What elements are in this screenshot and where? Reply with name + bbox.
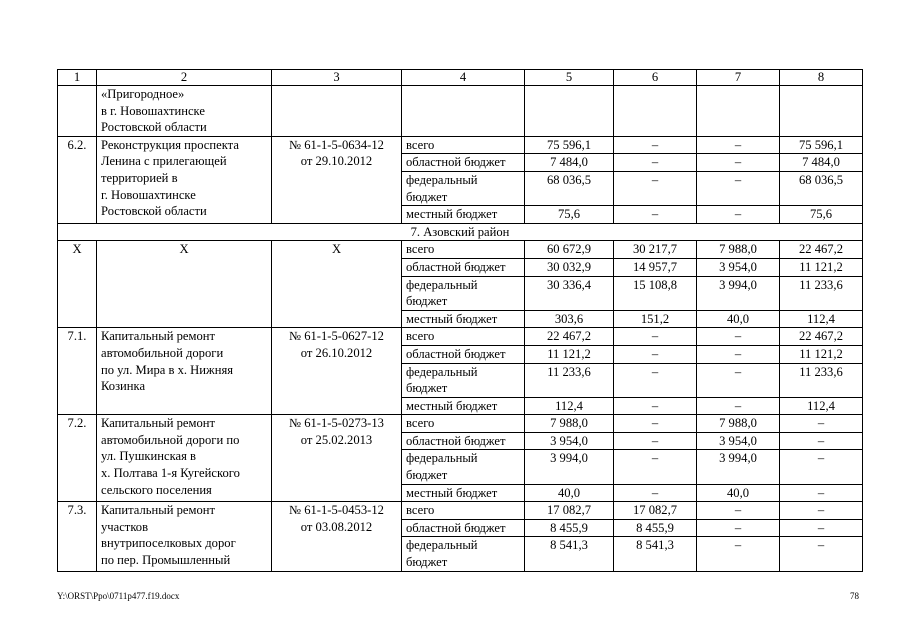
amount-v5: 68 036,5: [525, 171, 614, 205]
amount-v7: 40,0: [697, 310, 780, 328]
amount-v6: –: [614, 171, 697, 205]
amount-v7: –: [697, 328, 780, 346]
amount-v5: 30 032,9: [525, 258, 614, 276]
amount-v5: 30 336,4: [525, 276, 614, 310]
funding-source: всего: [402, 502, 525, 520]
amount-v6: –: [614, 328, 697, 346]
amount-v6: 30 217,7: [614, 241, 697, 259]
object-name-line: автомобильной дороги по: [101, 432, 240, 447]
object-name-line: Капитальный ремонт: [101, 503, 216, 518]
section-row: [58, 223, 863, 241]
amount-v8: 68 036,5: [780, 171, 863, 205]
header-cell: 7: [697, 70, 780, 86]
header-cell: 5: [525, 70, 614, 86]
object-name: [97, 86, 272, 137]
amount-v7: –: [697, 537, 780, 571]
object-name-line: Реконструкция проспекта: [101, 137, 239, 152]
document-ref: [272, 328, 402, 415]
document-ref: [272, 136, 402, 223]
amount-v6: –: [614, 450, 697, 484]
amount-v8: 22 467,2: [780, 241, 863, 259]
amount-v5: 3 994,0: [525, 450, 614, 484]
document-ref-line: от 03.08.2012: [300, 519, 373, 534]
amount-v5: 11 121,2: [525, 345, 614, 363]
object-name: [97, 136, 272, 223]
amount-v7: 7 988,0: [697, 415, 780, 433]
header-cell: 8: [780, 70, 863, 86]
object-name-line: Капитальный ремонт: [101, 416, 216, 431]
object-name-line: территорией в: [101, 170, 178, 185]
amount-v6: [614, 86, 697, 137]
item-number: 7.1.: [58, 328, 97, 415]
object-name-line: «Пригородное»: [101, 87, 185, 101]
amount-v7: 40,0: [697, 484, 780, 502]
amount-v6: –: [614, 363, 697, 397]
amount-v7: –: [697, 154, 780, 172]
amount-v7: –: [697, 363, 780, 397]
section-title: 7. Азовский район: [58, 223, 863, 241]
amount-v7: –: [697, 206, 780, 224]
amount-v5: 60 672,9: [525, 241, 614, 259]
amount-v8: –: [780, 415, 863, 433]
amount-v6: –: [614, 154, 697, 172]
item-number: 7.2.: [58, 415, 97, 502]
amount-v5: 303,6: [525, 310, 614, 328]
table-row: [58, 136, 863, 154]
object-name-line: Ленина с прилегающей: [101, 154, 227, 169]
amount-v8: 7 484,0: [780, 154, 863, 172]
object-name: [97, 241, 272, 328]
funding-source: федеральный бюджет: [402, 363, 525, 397]
amount-v8: 75 596,1: [780, 136, 863, 154]
amount-v5: [525, 86, 614, 137]
amount-v7: 3 994,0: [697, 450, 780, 484]
funding-source: всего: [402, 241, 525, 259]
document-ref-line: № 61-1-5-0627-12: [289, 329, 384, 344]
amount-v8: –: [780, 450, 863, 484]
document-ref: [272, 241, 402, 328]
document-ref-line: от 25.02.2013: [300, 432, 373, 447]
amount-v6: 14 957,7: [614, 258, 697, 276]
item-number: X: [58, 241, 97, 328]
funding-source: всего: [402, 415, 525, 433]
amount-v8: 11 121,2: [780, 258, 863, 276]
object-name-line: Ростовской области: [101, 204, 207, 219]
amount-v6: –: [614, 345, 697, 363]
budget-table: [57, 69, 863, 572]
amount-v7: 7 988,0: [697, 241, 780, 259]
amount-v6: 8 455,9: [614, 519, 697, 537]
funding-source: областной бюджет: [402, 258, 525, 276]
header-cell: 1: [58, 70, 97, 86]
amount-v5: 11 233,6: [525, 363, 614, 397]
funding-source: местный бюджет: [402, 484, 525, 502]
document-ref-line: X: [331, 242, 342, 257]
amount-v6: –: [614, 432, 697, 450]
amount-v6: 8 541,3: [614, 537, 697, 571]
document-ref-line: № 61-1-5-0453-12: [289, 503, 384, 518]
amount-v8: 11 233,6: [780, 363, 863, 397]
amount-v7: 3 954,0: [697, 258, 780, 276]
table-row: [58, 241, 863, 259]
object-name-line: по пер. Промышленный: [101, 553, 231, 568]
object-name-line: ул. Пушкинская в: [101, 449, 197, 464]
amount-v5: 8 541,3: [525, 537, 614, 571]
header-cell: 6: [614, 70, 697, 86]
amount-v8: 22 467,2: [780, 328, 863, 346]
amount-v5: 75 596,1: [525, 136, 614, 154]
table-row: [58, 86, 863, 137]
object-name: [97, 415, 272, 502]
object-name-line: участков: [101, 519, 149, 534]
amount-v6: 151,2: [614, 310, 697, 328]
table-row: [58, 502, 863, 520]
funding-source: [402, 86, 525, 137]
amount-v5: 8 455,9: [525, 519, 614, 537]
funding-source: федеральный бюджет: [402, 450, 525, 484]
document-ref: [272, 415, 402, 502]
table-row: [58, 328, 863, 346]
header-cell: 4: [402, 70, 525, 86]
amount-v8: 112,4: [780, 310, 863, 328]
document-ref: [272, 502, 402, 571]
table-row: [58, 415, 863, 433]
object-name-line: Ростовской области: [101, 120, 207, 135]
amount-v7: 3 954,0: [697, 432, 780, 450]
funding-source: местный бюджет: [402, 310, 525, 328]
object-name-line: автомобильной дороги: [101, 345, 224, 360]
amount-v7: 3 994,0: [697, 276, 780, 310]
footer-file-path: Y:\ORST\Ppo\0711p477.f19.docx: [57, 591, 180, 601]
amount-v8: 75,6: [780, 206, 863, 224]
object-name-line: по ул. Мира в х. Нижняя: [101, 362, 234, 377]
funding-source: федеральный бюджет: [402, 537, 525, 571]
amount-v7: –: [697, 136, 780, 154]
amount-v6: 17 082,7: [614, 502, 697, 520]
object-name-line: X: [179, 242, 189, 257]
item-number: 6.2.: [58, 136, 97, 223]
document-ref: [272, 86, 402, 137]
amount-v8: 112,4: [780, 397, 863, 415]
amount-v5: 17 082,7: [525, 502, 614, 520]
object-name-line: х. Полтава 1-я Кугейского: [101, 466, 240, 481]
funding-source: областной бюджет: [402, 432, 525, 450]
item-number: [58, 86, 97, 137]
amount-v8: –: [780, 537, 863, 571]
amount-v7: –: [697, 519, 780, 537]
document-ref-line: № 61-1-5-0273-13: [289, 416, 384, 431]
amount-v8: [780, 86, 863, 137]
amount-v5: 22 467,2: [525, 328, 614, 346]
object-name-line: в г. Новошахтинске: [101, 103, 205, 118]
funding-source: всего: [402, 328, 525, 346]
funding-source: местный бюджет: [402, 206, 525, 224]
amount-v6: –: [614, 415, 697, 433]
amount-v8: –: [780, 502, 863, 520]
funding-source: всего: [402, 136, 525, 154]
amount-v7: –: [697, 502, 780, 520]
funding-source: областной бюджет: [402, 519, 525, 537]
funding-source: федеральный бюджет: [402, 171, 525, 205]
amount-v6: –: [614, 397, 697, 415]
amount-v6: –: [614, 484, 697, 502]
object-name: [97, 328, 272, 415]
document-ref-line: № 61-1-5-0634-12: [289, 137, 384, 152]
item-number: 7.3.: [58, 502, 97, 571]
funding-source: федеральный бюджет: [402, 276, 525, 310]
header-row: [58, 70, 863, 86]
amount-v5: 112,4: [525, 397, 614, 415]
funding-source: областной бюджет: [402, 154, 525, 172]
object-name-line: Козинка: [101, 379, 146, 394]
amount-v8: –: [780, 519, 863, 537]
object-name-line: г. Новошахтинске: [101, 187, 196, 202]
amount-v5: 7 988,0: [525, 415, 614, 433]
funding-source: областной бюджет: [402, 345, 525, 363]
amount-v6: –: [614, 136, 697, 154]
amount-v6: 15 108,8: [614, 276, 697, 310]
amount-v5: 75,6: [525, 206, 614, 224]
object-name-line: сельского поселения: [101, 482, 212, 497]
footer-page-number: 78: [850, 591, 859, 601]
amount-v5: 3 954,0: [525, 432, 614, 450]
amount-v5: 7 484,0: [525, 154, 614, 172]
amount-v7: –: [697, 171, 780, 205]
object-name-line: внутрипоселковых дорог: [101, 536, 236, 551]
amount-v8: –: [780, 484, 863, 502]
funding-source: местный бюджет: [402, 397, 525, 415]
amount-v7: –: [697, 397, 780, 415]
object-name: [97, 502, 272, 571]
amount-v5: 40,0: [525, 484, 614, 502]
amount-v8: –: [780, 432, 863, 450]
document-ref-line: от 26.10.2012: [300, 345, 373, 360]
amount-v7: [697, 86, 780, 137]
amount-v8: 11 121,2: [780, 345, 863, 363]
amount-v8: 11 233,6: [780, 276, 863, 310]
amount-v6: –: [614, 206, 697, 224]
header-cell: 3: [272, 70, 402, 86]
document-ref-line: от 29.10.2012: [300, 154, 373, 169]
object-name-line: Капитальный ремонт: [101, 329, 216, 344]
amount-v7: –: [697, 345, 780, 363]
header-cell: 2: [97, 70, 272, 86]
